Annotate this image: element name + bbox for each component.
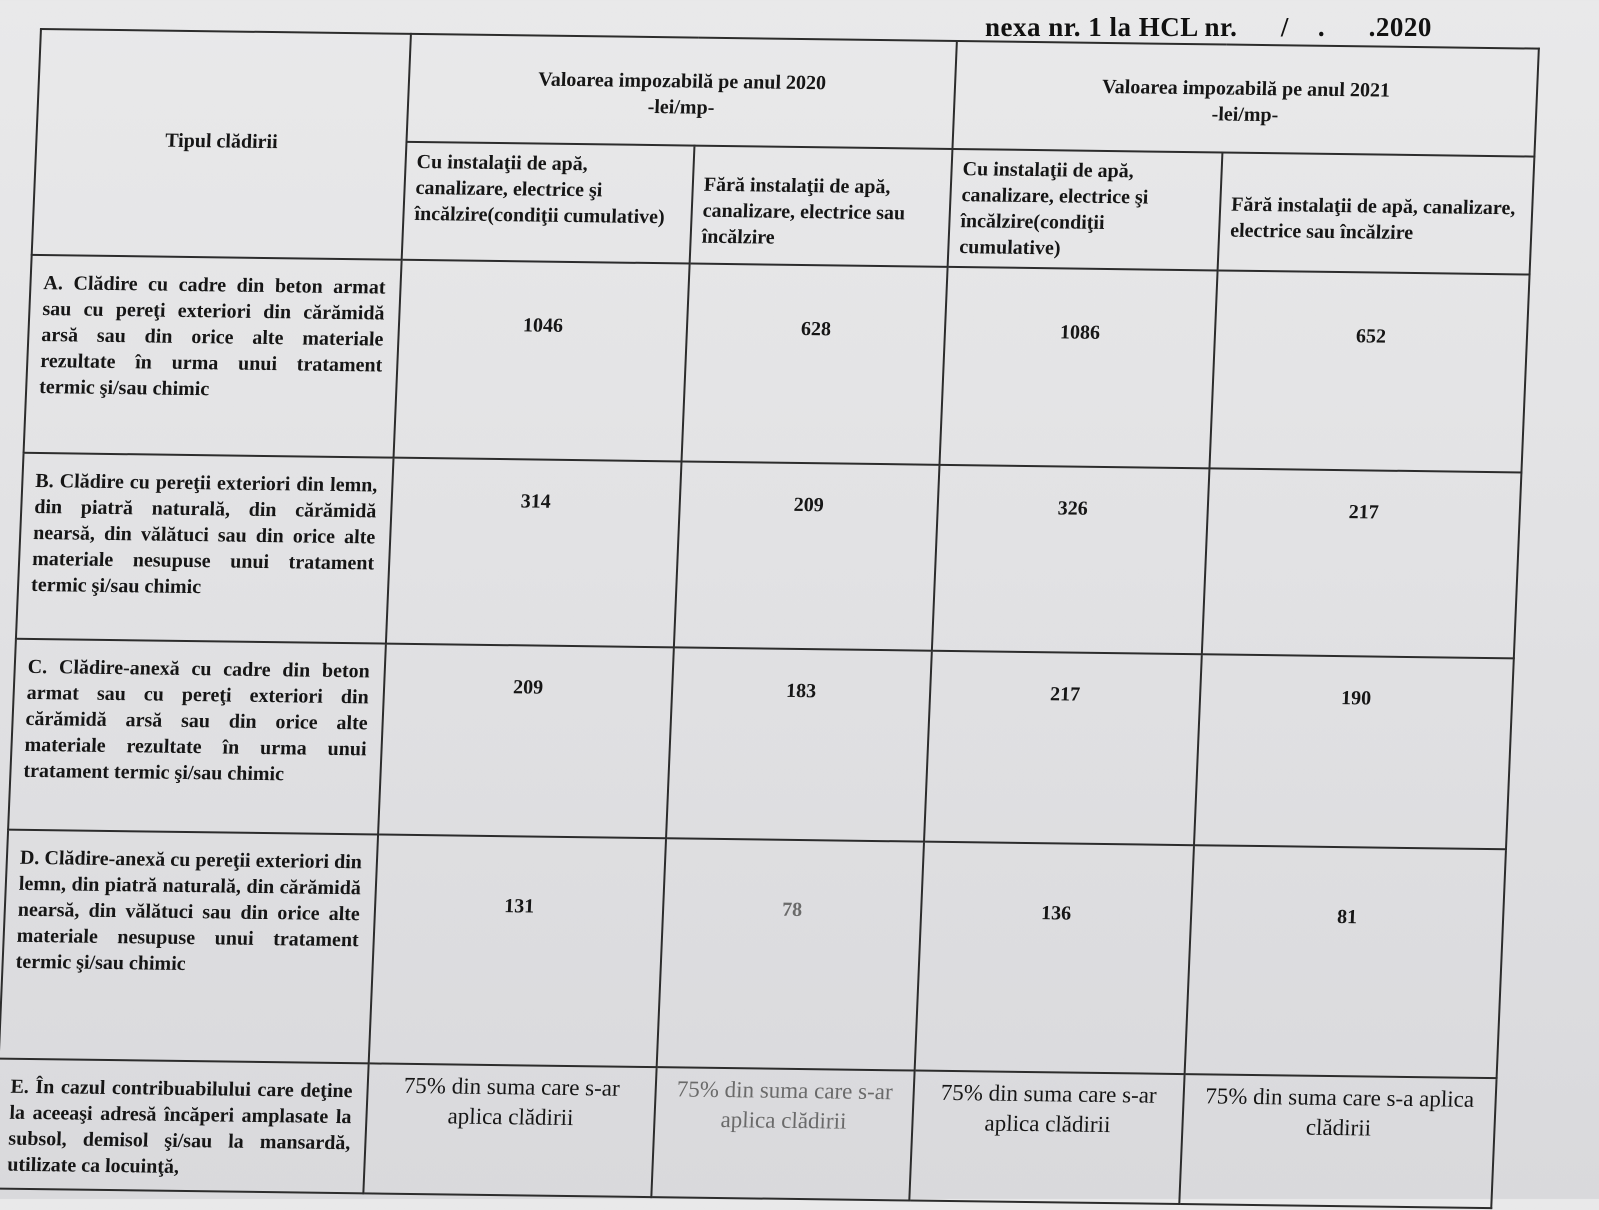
row-e-2021-without: 75% din suma care s-a aplica clădirii [1179, 1074, 1496, 1208]
row-e-2020-with: 75% din suma care s-ar aplica clădirii [363, 1063, 656, 1197]
row-e-2020-without: 75% din suma care s-ar aplica clădirii [651, 1067, 914, 1200]
row-c-2020-without: 183 [666, 647, 932, 841]
row-a-2020-with: 1046 [394, 260, 690, 462]
tax-value-table [0, 28, 1540, 1209]
subheader-2021-without-utilities: Fără instalaţii de apă, canalizare, electrice sau încălzire [1218, 152, 1535, 274]
table-row [0, 1059, 1497, 1209]
row-a-2020-without: 628 [682, 264, 948, 465]
row-d-2020-without: 78 [657, 838, 924, 1070]
table-row [0, 830, 1506, 1079]
subheader-2020-without-utilities: Fără instalaţii de apă, canalizare, electrice sau încălzire [690, 146, 953, 267]
row-a-2021-with: 1086 [939, 267, 1217, 468]
year-2021-title: Valoarea impozabilă pe anul 2021 [1101, 75, 1391, 102]
table-row [16, 453, 1522, 659]
row-e-label: E. În cazul contribuabilului care deţine la aceeaşi adresă încăperi amplasate la subsol, demisol şi/sau la mansardă, utilizate ca locuinţă, [0, 1059, 369, 1194]
table-row [8, 639, 1514, 850]
subheader-2020-with-utilities: Cu instalaţii de apă, canalizare, electrice şi încălzire(condiţii cumulative) [402, 142, 695, 264]
table-wrapper [0, 28, 1570, 1210]
subheader-2021-with-utilities: Cu instalaţii de apă, canalizare, electrice şi încălzire(condiţii cumulative) [948, 149, 1223, 270]
building-type-header: Tipul clădirii [32, 29, 411, 260]
table-row [24, 255, 1530, 473]
row-b-2020-without: 209 [674, 461, 940, 650]
table-header-row-1 [37, 29, 1539, 157]
row-c-2020-with: 209 [378, 644, 674, 839]
row-c-2021-without: 190 [1194, 654, 1514, 849]
row-c-2021-with: 217 [924, 651, 1202, 845]
row-a-2021-without: 652 [1209, 270, 1529, 472]
row-e-2021-with: 75% din suma care s-ar aplica clădirii [909, 1071, 1184, 1204]
row-b-2021-without: 217 [1202, 468, 1522, 658]
row-d-2021-without: 81 [1185, 845, 1506, 1078]
row-b-2020-with: 314 [386, 458, 682, 648]
row-a-label: A. Clădire cu cadre din beton armat sau cu pereţi exteriori din cărămidă arsă sau din orice alte materiale rezultate în urma unui tratament termic şi/sau chimic [24, 255, 402, 458]
year-2021-unit: -lei/mp- [1211, 103, 1279, 127]
year-2020-header [406, 34, 956, 149]
row-d-2021-with: 136 [915, 842, 1194, 1074]
row-c-label: C. Clădire-anexă cu cadre din beton armat sau cu pereţi exteriori din cărămidă arsă sau din orice alte materiale rezultate în urma unui tratament termic şi/sau chimic [8, 639, 386, 835]
year-2021-header [952, 41, 1538, 157]
row-d-2020-with: 131 [369, 834, 666, 1067]
year-2020-unit: -lei/mp- [647, 95, 715, 119]
row-b-label: B. Clădire cu pereţii exteriori din lemn, din piatră naturală, din cărămidă nearsă, din vălătuci sau din orice alte materiale nesupuse unui tratament termic şi/sau chimic [16, 453, 394, 644]
row-d-label: D. Clădire-anexă cu pereţii exteriori din lemn, din piatră naturală, din cărămidă nearsă, din vălătuci sau din orice alte materiale nesupuse unui tratament termic şi/sau chimic [0, 830, 378, 1064]
annex-title: nexa nr. 1 la HCL nr. / . .2020 [985, 12, 1432, 42]
year-2020-title: Valoarea impozabilă pe anul 2020 [537, 68, 827, 95]
row-b-2021-with: 326 [932, 465, 1210, 654]
